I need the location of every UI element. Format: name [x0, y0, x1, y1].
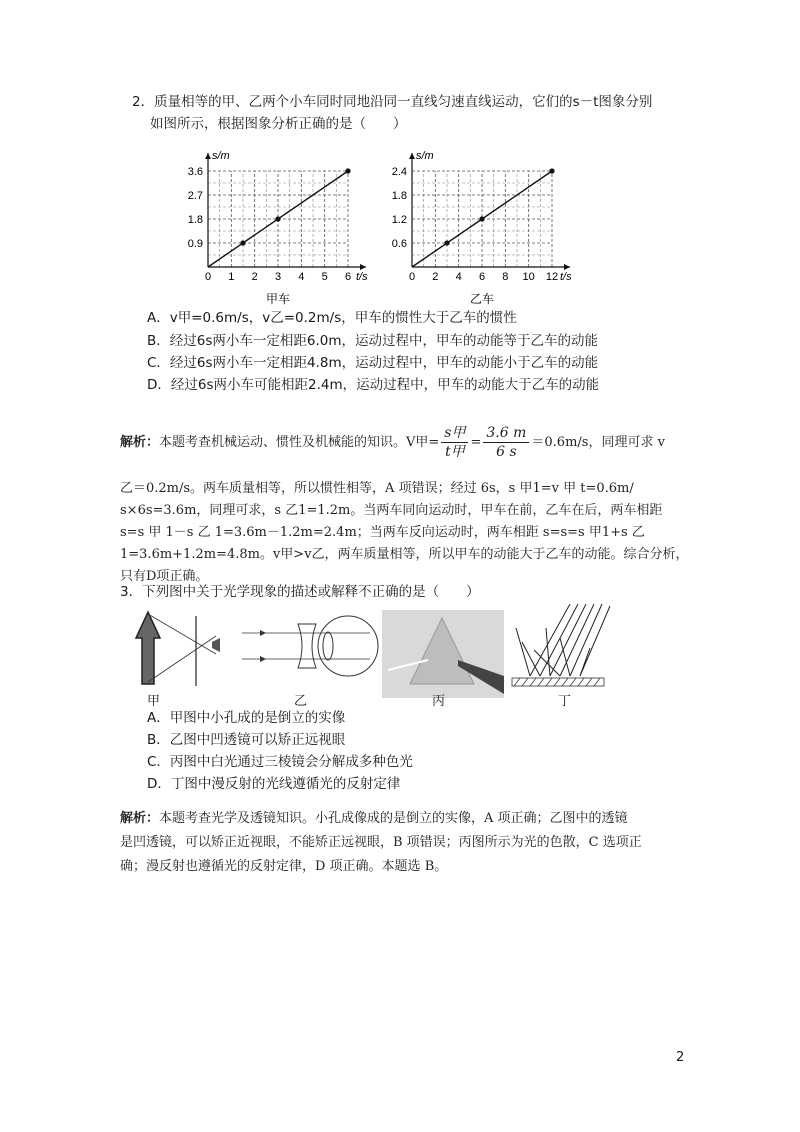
q2-option-b: B．经过6s两小车一定相距6.0m，运动过程中，甲车的动能等于乙车的动能 — [147, 333, 599, 349]
y-tick-label: 1.8 — [391, 190, 407, 202]
x-axis-label: t/s — [560, 271, 572, 283]
chart-yi — [392, 150, 572, 306]
prism-figure — [382, 610, 504, 698]
x-tick-label: 2 — [251, 271, 258, 283]
x-tick-label: 12 — [545, 271, 559, 283]
data-point — [479, 216, 484, 221]
x-axis-arrow-icon — [564, 264, 570, 270]
analysis-2-text-1b: ＝0.6m/s，同理可求 v — [531, 435, 665, 450]
chart-title: 甲车 — [265, 292, 291, 306]
x-tick-label: 4 — [455, 271, 462, 283]
q2-option-a: A．v甲=0.6m/s，v乙=0.2m/s，甲车的惯性大于乙车的惯性 — [147, 310, 517, 326]
x-tick-label: 2 — [432, 271, 439, 283]
x-tick-label: 6 — [478, 271, 486, 283]
fraction-s-over-t — [441, 424, 468, 461]
analysis-3-text-1: 本题考查光学及透镜知识。小孔成像成的是倒立的实像，A 项正确；乙图中的透镜 — [159, 811, 628, 826]
rough-surface — [512, 678, 604, 686]
q3-option-a: A．甲图中小孔成的是倒立的实像 — [147, 710, 346, 726]
chart-jia — [188, 150, 368, 306]
analysis-3-line-3: 确；漫反射也遵循光的反射定律，D 项正确。本题选 B。 — [120, 859, 448, 874]
x-axis-arrow-icon — [360, 264, 366, 270]
caption-jia: 甲 — [147, 694, 161, 709]
analysis-3-line-1 — [120, 808, 700, 830]
data-point — [240, 240, 245, 245]
y-tick-label: 0.9 — [187, 238, 203, 250]
pinhole-figure — [136, 612, 220, 686]
y-axis-label: s/m — [212, 150, 230, 162]
equals-sign: = — [470, 435, 482, 450]
q3-option-b: B．乙图中凹透镜可以矫正远视眼 — [147, 732, 346, 748]
eye-lens-figure — [242, 616, 378, 676]
y-tick-label: 1.8 — [187, 214, 203, 226]
analysis-2-line-2: 乙＝0.2m/s。两车质量相等，所以惯性相等，A 项错误；经过 6s，s 甲1=v 甲 t=0.6m/ — [120, 481, 634, 496]
data-point — [549, 168, 554, 173]
analysis-3-label: 解析： — [120, 811, 160, 826]
analysis-2-line-1 — [120, 424, 690, 461]
fraction2-denominator: 6 s — [496, 444, 517, 460]
data-point — [345, 168, 350, 173]
y-axis-label: s/m — [416, 150, 434, 162]
analysis-2-text-1: 本题考查机械运动、惯性及机械能的知识。V甲= — [159, 435, 440, 450]
arrow-object-icon — [136, 612, 160, 684]
analysis-2-line-5: 1=3.6m+1.2m=4.8m。v甲>v乙，两车质量相等，所以甲车的动能大于乙车的动能。综合分析， — [120, 547, 689, 562]
y-tick-label: 1.2 — [391, 214, 407, 226]
y-tick-label: 3.6 — [187, 166, 203, 178]
x-tick-label: 6 — [344, 271, 352, 283]
q3-option-c: C．丙图中白光通过三棱镜会分解成多种色光 — [147, 754, 413, 770]
analysis-3-line-2: 是凹透镜，可以矫正近视眼，不能矫正远视眼，B 项错误；丙图所示为光的色散，C 选项正 — [120, 835, 642, 850]
fraction-denominator: t甲 — [445, 444, 465, 460]
analysis-2-line-4: s=s 甲 1－s 乙 1=3.6m－1.2m=2.4m；当两车反向运动时，两车相距 s=s=s 甲1+s 乙 — [120, 525, 645, 540]
question-3-title: 3．下列图中关于光学现象的描述或解释不正确的是（ ） — [120, 584, 480, 600]
q2-option-c: C．经过6s两小车一定相距4.8m，运动过程中，甲车的动能小于乙车的动能 — [147, 355, 599, 371]
x-tick-label: 3 — [274, 271, 282, 283]
x-tick-label: 10 — [522, 271, 535, 283]
caption-ding: 丁 — [558, 694, 572, 709]
data-point — [275, 216, 280, 221]
incident-rays — [530, 604, 610, 676]
analysis-2-line-6: 只有D项正确。 — [120, 569, 209, 584]
data-point — [444, 240, 449, 245]
q2-option-d: D．经过6s两小车可能相距2.4m，运动过程中，甲车的动能大于乙车的动能 — [147, 377, 600, 393]
question-2-line-2: 如图所示，根据图象分析正确的是（ ） — [150, 116, 407, 132]
x-tick-label: 1 — [228, 271, 235, 283]
y-tick-label: 0.6 — [391, 238, 407, 250]
caption-bing: 丙 — [432, 694, 446, 709]
fraction2-numerator: 3.6 m — [483, 424, 529, 443]
concave-lens-icon — [298, 624, 316, 668]
s-t-charts — [180, 135, 600, 310]
diffuse-reflection-figure — [512, 604, 610, 686]
y-tick-label: 2.7 — [187, 190, 203, 202]
caption-yi: 乙 — [294, 694, 308, 709]
x-tick-label: 4 — [298, 271, 305, 283]
question-2-line-1: 2．质量相等的甲、乙两个小车同时同地沿同一直线匀速直线运动，它们的s－t图象分别 — [132, 94, 653, 110]
x-tick-label: 8 — [502, 271, 509, 283]
x-tick-label: 0 — [408, 271, 416, 283]
y-tick-label: 2.4 — [391, 166, 407, 178]
fraction-values — [483, 424, 529, 461]
x-tick-label: 5 — [321, 271, 328, 283]
x-axis-label: t/s — [356, 271, 368, 283]
inverted-image-icon — [212, 638, 220, 652]
q3-option-d: D．丁图中漫反射的光线遵循光的反射定律 — [147, 776, 401, 792]
page-number: 2 — [676, 1050, 685, 1065]
analysis-2-line-3: s×6s=3.6m，同理可求，s 乙1=1.2m。当两车同向运动时，甲车在前，乙车在后，两车相距 — [120, 503, 663, 518]
fraction-numerator: s甲 — [441, 424, 468, 443]
optics-figures — [120, 598, 700, 708]
y-axis-arrow-icon — [409, 153, 415, 159]
eye-icon — [318, 616, 378, 676]
analysis-label: 解析： — [120, 435, 160, 450]
chart-title: 乙车 — [469, 292, 495, 306]
x-tick-label: 0 — [204, 271, 212, 283]
y-axis-arrow-icon — [205, 153, 211, 159]
